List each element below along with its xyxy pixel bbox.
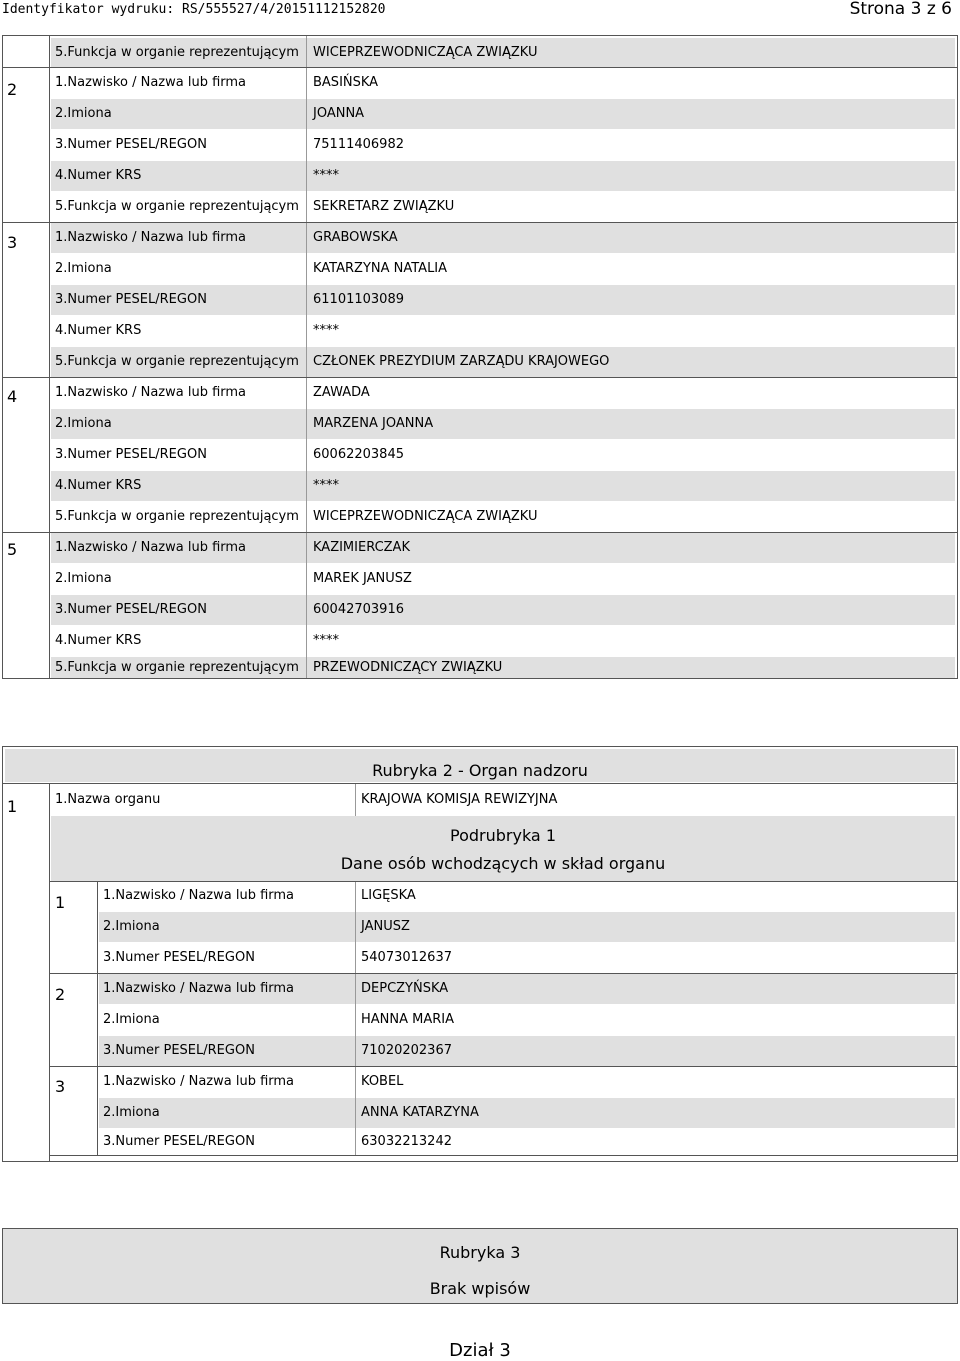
row-label: 1.Nazwa organu — [55, 792, 161, 807]
row-value: PRZEWODNICZĄCY ZWIĄZKU — [313, 660, 503, 675]
row-value: HANNA MARIA — [361, 1012, 455, 1027]
table-row — [51, 440, 955, 470]
row-label: 3.Numer PESEL/REGON — [103, 1043, 255, 1058]
row-value: **** — [313, 478, 339, 493]
table-row — [99, 1036, 955, 1066]
row-label: 4.Numer KRS — [55, 478, 142, 493]
row-label: 2.Imiona — [103, 919, 160, 934]
row-label: 2.Imiona — [103, 1012, 160, 1027]
row-label: 1.Nazwisko / Nazwa lub firma — [55, 385, 247, 400]
row-label: 5.Funkcja w organie reprezentującym — [55, 199, 299, 214]
row-label: 2.Imiona — [55, 261, 112, 276]
table-row — [51, 161, 955, 191]
table-row — [51, 657, 955, 678]
table-row — [51, 378, 955, 408]
row-value: 60042703916 — [313, 602, 404, 617]
table-row — [51, 130, 955, 160]
row-label: 1.Nazwisko / Nazwa lub firma — [55, 540, 247, 555]
table-row — [99, 1067, 955, 1097]
table-row — [99, 912, 955, 942]
row-value: SEKRETARZ ZWIĄZKU — [313, 199, 455, 214]
row-label: 1.Nazwisko / Nazwa lub firma — [55, 230, 247, 245]
person-index: 3 — [7, 233, 18, 252]
table-row — [99, 943, 955, 973]
row-label: 1.Nazwisko / Nazwa lub firma — [103, 1074, 295, 1089]
row-value: 75111406982 — [313, 137, 404, 152]
row-label: 4.Numer KRS — [55, 323, 142, 338]
row-value: WICEPRZEWODNICZĄCA ZWIĄZKU — [313, 509, 538, 524]
subsection-title-bar — [51, 816, 955, 882]
row-value: BASIŃSKA — [313, 75, 379, 90]
rubryka2-table — [2, 746, 958, 1162]
row-label: 2.Imiona — [55, 106, 112, 121]
table-row — [51, 99, 955, 129]
row-label: 5.Funkcja w organie reprezentującym — [55, 509, 299, 524]
table-row — [51, 68, 955, 98]
table-row — [51, 533, 955, 563]
row-label: 2.Imiona — [55, 416, 112, 431]
table-row — [51, 471, 955, 501]
table-row — [99, 1005, 955, 1035]
member-index: 3 — [55, 1077, 66, 1096]
table-row — [51, 192, 955, 222]
print-identifier: Identyfikator wydruku: RS/555527/4/20151112152820 — [2, 2, 386, 17]
table-row — [99, 881, 955, 911]
member-index: 2 — [55, 985, 66, 1004]
subsection-title: Podrubryka 1 — [450, 826, 556, 845]
table-row — [51, 254, 955, 284]
row-label: 1.Nazwisko / Nazwa lub firma — [103, 888, 295, 903]
person-index: 5 — [7, 540, 18, 559]
table-row — [51, 223, 955, 253]
row-value: **** — [313, 323, 339, 338]
organ-index: 1 — [7, 797, 18, 816]
print-header — [0, 0, 960, 22]
row-value: ANNA KATARZYNA — [361, 1105, 479, 1120]
rubryka3-title: Rubryka 3 — [439, 1243, 521, 1262]
row-label: 3.Numer PESEL/REGON — [103, 950, 255, 965]
section-title: Rubryka 2 - Organ nadzoru — [372, 761, 588, 780]
section-title-bar — [5, 749, 955, 782]
table-row — [51, 316, 955, 346]
row-value: JOANNA — [313, 106, 365, 121]
row-label: 3.Numer PESEL/REGON — [103, 1134, 255, 1149]
table-row — [51, 564, 955, 594]
page-number: Strona 3 z 6 — [849, 0, 952, 19]
row-value: 61101103089 — [313, 292, 404, 307]
rubryka3-subtitle: Brak wpisów — [429, 1279, 531, 1298]
member-index: 1 — [55, 893, 66, 912]
row-value: KOBEL — [361, 1074, 404, 1089]
row-value: MARZENA JOANNA — [313, 416, 434, 431]
table-row — [99, 974, 955, 1004]
person-index: 4 — [7, 387, 18, 406]
row-label: 1.Nazwisko / Nazwa lub firma — [103, 981, 295, 996]
subsection-subtitle: Dane osób wchodzących w skład organu — [340, 854, 666, 873]
row-label: 2.Imiona — [55, 571, 112, 586]
row-value: DEPCZYŃSKA — [361, 981, 449, 996]
row-label: 5.Funkcja w organie reprezentującym — [55, 660, 299, 675]
table-row — [51, 409, 955, 439]
table-row — [51, 595, 955, 625]
row-label: 3.Numer PESEL/REGON — [55, 447, 207, 462]
table-row — [51, 502, 955, 532]
row-label: 4.Numer KRS — [55, 633, 142, 648]
row-value: MAREK JANUSZ — [313, 571, 412, 586]
table-row — [99, 1129, 955, 1155]
table-row — [51, 785, 955, 815]
person-index: 2 — [7, 80, 18, 99]
table-row — [51, 347, 955, 377]
row-value: 63032213242 — [361, 1134, 452, 1149]
row-value: LIGĘSKA — [361, 888, 416, 903]
table-row — [51, 285, 955, 315]
row-value: WICEPRZEWODNICZĄCA ZWIĄZKU — [313, 45, 538, 60]
row-value: 60062203845 — [313, 447, 404, 462]
row-label: 3.Numer PESEL/REGON — [55, 602, 207, 617]
table-row — [99, 1098, 955, 1128]
row-value: KATARZYNA NATALIA — [313, 261, 448, 276]
row-value: ZAWADA — [313, 385, 370, 400]
row-label: 1.Nazwisko / Nazwa lub firma — [55, 75, 247, 90]
row-value: 71020202367 — [361, 1043, 452, 1058]
rubryka3-box — [2, 1228, 958, 1304]
row-label: 2.Imiona — [103, 1105, 160, 1120]
table-row — [51, 626, 955, 656]
row-label: 3.Numer PESEL/REGON — [55, 292, 207, 307]
row-label: 4.Numer KRS — [55, 168, 142, 183]
representatives-table — [2, 35, 958, 679]
row-value: **** — [313, 168, 339, 183]
row-value: KRAJOWA KOMISJA REWIZYJNA — [361, 792, 558, 807]
row-value: **** — [313, 633, 339, 648]
row-label: 5.Funkcja w organie reprezentującym — [55, 354, 299, 369]
section-heading: Dział 3 — [449, 1340, 511, 1361]
table-row — [51, 38, 955, 67]
row-value: 54073012637 — [361, 950, 452, 965]
row-label: 3.Numer PESEL/REGON — [55, 137, 207, 152]
row-value: KAZIMIERCZAK — [313, 540, 410, 555]
row-value: JANUSZ — [361, 919, 410, 934]
row-label: 5.Funkcja w organie reprezentującym — [55, 45, 299, 60]
row-value: GRABOWSKA — [313, 230, 398, 245]
row-value: CZŁONEK PREZYDIUM ZARZĄDU KRAJOWEGO — [313, 354, 610, 369]
